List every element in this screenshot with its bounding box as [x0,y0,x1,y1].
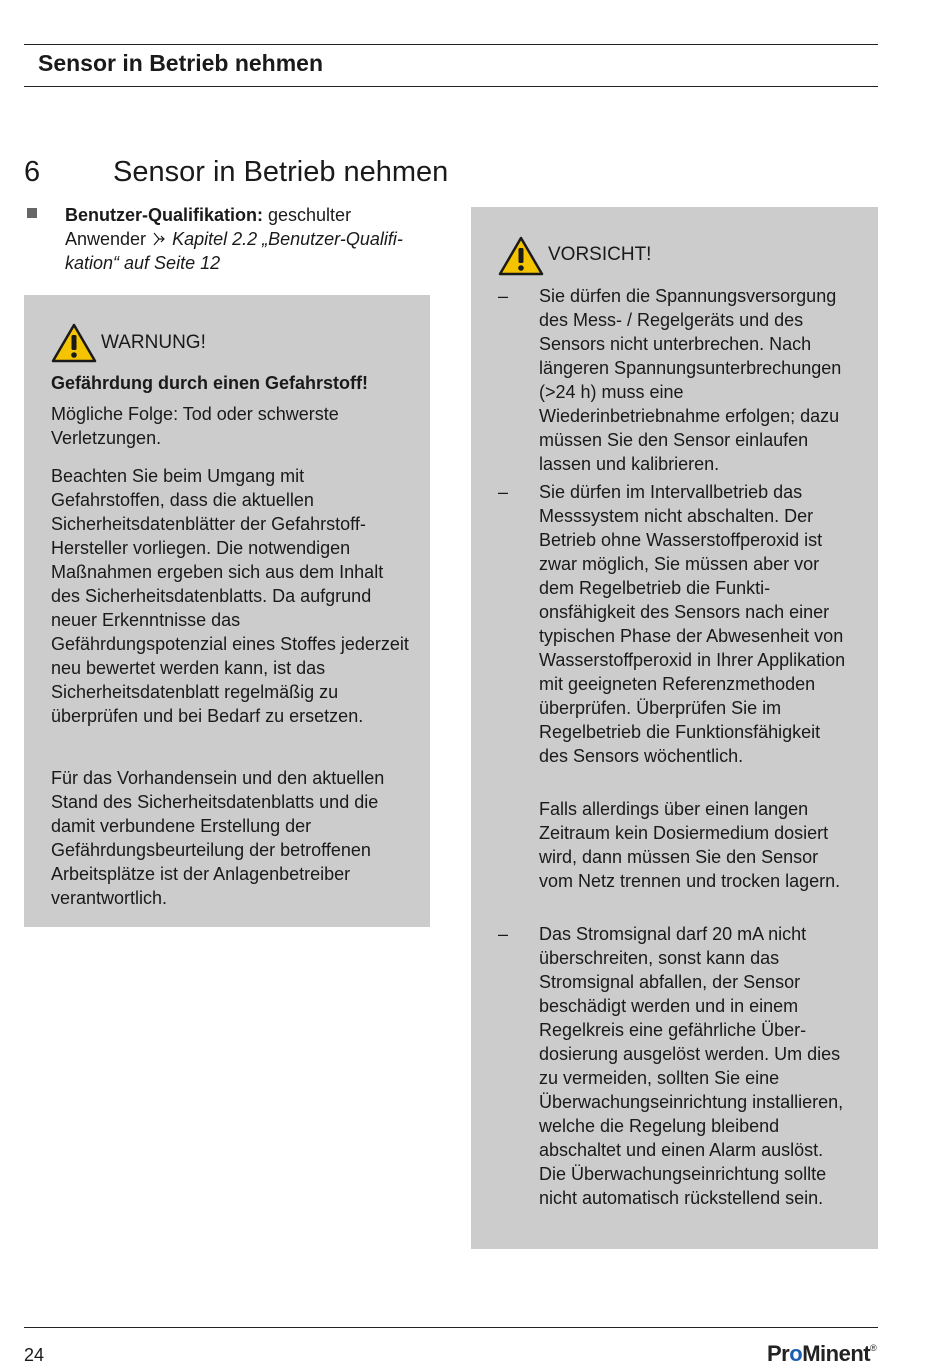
chapter-title: Sensor in Betrieb nehmen [113,156,449,188]
registered-mark: ® [870,1343,877,1353]
square-bullet-icon [27,208,37,218]
prominent-logo [767,1341,876,1367]
consequence-text: Mögliche Folge: Tod oder schwerste Verletzungen. [51,404,339,448]
caution-box [471,207,878,1249]
warning-triangle-icon [51,323,97,368]
qualification-label: Benutzer-Qualifikation: [65,205,264,225]
list-item-text: Das Stromsignal darf 20 mA nicht überschreiten, sonst kann das Stromsignal abfallen, der Sensor beschädigt werden und in einem Regelkreis eine gefährliche Überdosierung ausgelöst werden. Um dies zu vermeiden, sollten Sie eine Überwachungseinrichtung installieren, welche die Regelung bleibend abschaltet und einen Alarm auslöst. Die Überwachungseinrichtung sollte nicht automatisch rückstellend sein. [539,924,844,1208]
warning-paragraph-2: Für das Vorhandensein und den aktuellen Stand des Sicherheitsdatenblatts und die damit verbundene Erstellung der Gefährdungsbeurteilung der betroffenen Arbeitsplätze ist der Anlagenbetreiber verantwortlich. [51,768,385,908]
running-title: Sensor in Betrieb nehmen [38,50,324,76]
header-rule-top [24,44,878,45]
list-item-note: Falls allerdings über einen langen Zeitraum kein Dosiermedium dosiert wird, dann müssen Sie den Sensor vom Netz trennen und trocken lagern. [539,799,841,891]
header-rule-bottom [24,86,878,87]
footer-rule [24,1327,878,1328]
logo-part: Pr [767,1341,790,1366]
logo-part: o [789,1341,803,1366]
chapter-reference-link[interactable]: Kapitel 2.2 „Benutzer-Qualifikation“ auf Seite 12 [65,229,403,273]
dash-bullet: – [498,482,509,502]
qualification-value: geschulter Anwender [65,205,352,249]
list-item-text: Sie dürfen die Spannungsversorgung des Mess- / Regelgeräts und des Sensors nicht unterbrechen. Nach längeren Spannungsunterbrechungen (>24 h) muss eine Wiederinbetriebnahme erfolgen; dazu müssen Sie den Sensor einlaufen lassen und kalibrieren. [539,286,842,474]
qualification-text [65,203,435,275]
logo-part: Minent [802,1341,871,1366]
page-number: 24 [24,1345,45,1365]
warning-paragraph-1: Beachten Sie beim Umgang mit Gefahrstoffen, dass die aktuellen Sicherheitsdatenblätter der Gefahrstoff-Hersteller vorliegen. Die notwendigen Maßnahmen ergeben sich aus dem Inhalt des Sicherheitsdatenblatts. Da aufgrund neuer Erkenntnisse das Gefährdungspotenzial eines Stoffes jederzeit neu bewertet werden kann, ist das Sicherheitsdatenblatt regelmäßig zu überprüfen und bei Bedarf zu ersetzen. [51,466,409,726]
arrow-reference-icon [151,229,167,249]
warning-triangle-icon [498,236,544,281]
dash-bullet: – [498,924,509,944]
warning-signal-word: WARNUNG! [101,332,206,353]
list-item-text: Sie dürfen im Intervallbetrieb das Messsystem nicht abschalten. Der Betrieb ohne Wasserstoffperoxid ist zwar möglich, Sie müssen aber vor dem Regelbetrieb die Funktionsfähigkeit des Sensors nach einer typischen Phase der Abwesenheit von Wasserstoffperoxid in Ihrer Applikation mit geeigneten Referenzmethoden überprüfen. Überprüfen Sie im Regelbetrieb die Funktionsfähigkeit des Sensors wöchentlich. [539,482,846,766]
chapter-number: 6 [24,156,41,188]
caution-signal-word: VORSICHT! [548,244,652,265]
dash-bullet: – [498,286,509,306]
warning-box [24,295,430,927]
hazard-title: Gefährdung durch einen Gefahrstoff! [51,373,369,393]
